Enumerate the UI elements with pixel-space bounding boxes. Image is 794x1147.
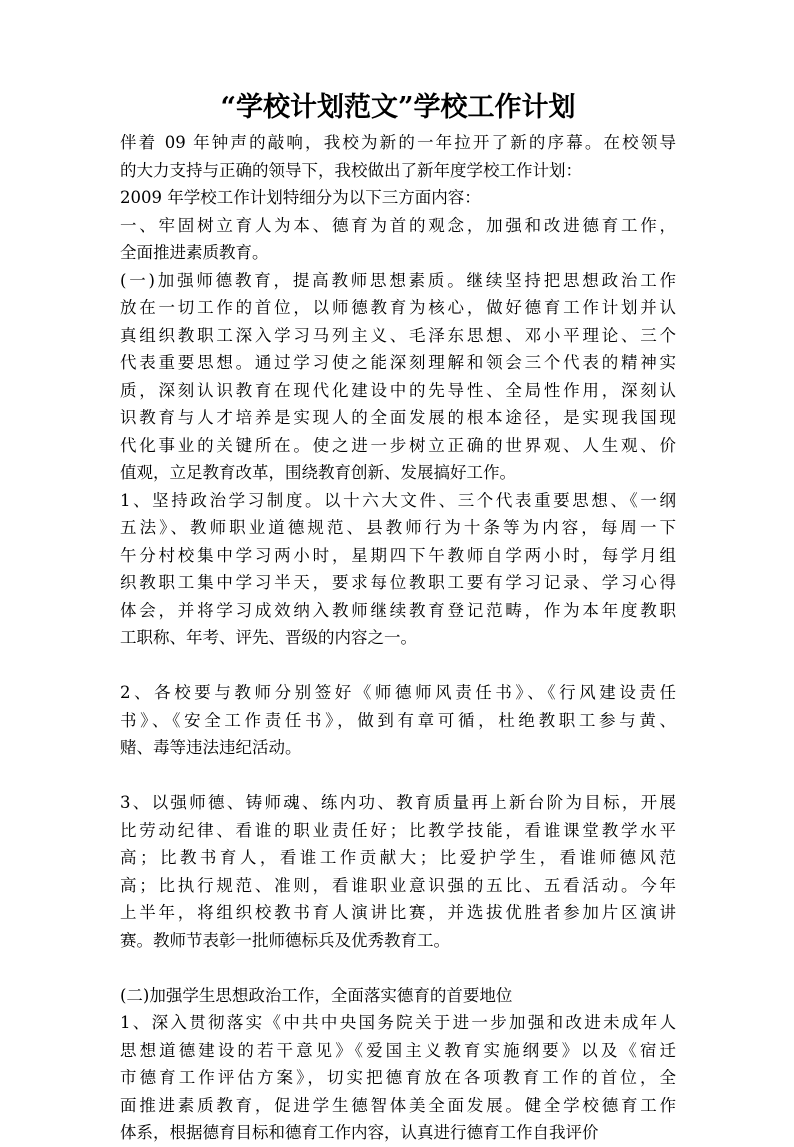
blank-line: [120, 762, 676, 790]
blank-line: [120, 954, 676, 982]
paragraph-line: 代表重要思想。通过学习使之能深刻理解和领会三个代表的精神实: [120, 353, 676, 372]
document-title: “学校计划范文”学校工作计划: [220, 92, 576, 123]
paragraph-line: 午分村校集中学习两小时，星期四下午教师自学两小时，每学月组: [120, 545, 676, 565]
paragraph-line: 识教育与人才培养是实现人的全面发展的根本途径，是实现我国现: [120, 408, 676, 427]
paragraph-line: 全面推进素质教育。: [120, 243, 269, 262]
paragraph-line: 2、各校要与教师分别签好《师德师风责任书》、《行风建设责任: [120, 683, 676, 702]
paragraph-line: (一)加强师德教育，提高教师思想素质。继续坚持把思想政治工作: [120, 270, 676, 290]
paragraph-line: 高；比教书育人，看谁工作贡献大；比爱护学生，看谁师德风范: [120, 848, 676, 867]
paragraph-line: (二)加强学生思想政治工作，全面落实德育的首要地位: [120, 985, 513, 1005]
paragraph-line: 1、深入贯彻落实《中共中央国务院关于进一步加强和改进未成年人: [120, 1013, 676, 1032]
paragraph-line: 上半年，将组织校教书育人演讲比赛，并选拔优胜者参加片区演讲: [120, 903, 676, 922]
paragraph-line: 市德育工作评估方案》，切实把德育放在各项教育工作的首位，全: [120, 1068, 676, 1087]
document-body: [120, 129, 676, 1147]
paragraph-line: 值观，立足教育改革，围绕教育创新、发展搞好工作。: [120, 463, 516, 482]
paragraph-line: 放在一切工作的首位，以师德教育为核心，做好德育工作计划并认: [120, 298, 676, 317]
paragraph-line: 书》、《安全工作责任书》，做到有章可循，杜绝教职工参与黄、: [120, 710, 676, 730]
blank-line: [120, 652, 676, 680]
paragraph-line: 代化事业的关键所在。使之进一步树立正确的世界观、人生观、价: [120, 435, 676, 455]
paragraph-line: 质，深刻认识教育在现代化建设中的先导性、全局性作用，深刻认: [120, 380, 676, 400]
paragraph-line: 赛。教师节表彰一批师德标兵及优秀教育工。: [120, 930, 450, 950]
paragraph-line: 真组织教职工深入学习马列主义、毛泽东思想、邓小平理论、三个: [120, 325, 676, 345]
paragraph-line: 体会，并将学习成效纳入教师继续教育登记范畴，作为本年度教职: [120, 600, 676, 620]
paragraph-line: 体系，根据德育目标和德育工作内容，认真进行德育工作自我评价: [120, 1123, 599, 1142]
paragraph-line: 比劳动纪律、看谁的职业责任好；比教学技能，看谁课堂教学水平: [120, 820, 676, 840]
paragraph-line: 织教职工集中学习半天，要求每位教职工要有学习记录、学习心得: [120, 573, 676, 592]
paragraph-line: 的大力支持与正确的领导下，我校做出了新年度学校工作计划：: [120, 160, 582, 180]
paragraph-line: 面推进素质教育，促进学生德智体美全面发展。健全学校德育工作: [120, 1095, 676, 1115]
paragraph-line: 思想道德建设的若干意见》《爱国主义教育实施纲要》以及《宿迁: [120, 1040, 676, 1060]
paragraph-line: 五法》、教师职业道德规范、县教师行为十条等为内容，每周一下: [120, 518, 676, 537]
paragraph-line: 赌、毒等违法违纪活动。: [120, 738, 302, 757]
paragraph-line: 高；比执行规范、准则，看谁职业意识强的五比、五看活动。今年: [120, 875, 676, 895]
paragraph-line: 1、坚持政治学习制度。以十六大文件、三个代表重要思想、《一纲: [120, 490, 676, 510]
paragraph-line: 伴着 09 年钟声的敲响，我校为新的一年拉开了新的序幕。在校领导: [120, 133, 676, 152]
paragraph-line: 2009 年学校工作计划特细分为以下三方面内容：: [120, 188, 481, 207]
paragraph-line: 3、以强师德、铸师魂、练内功、教育质量再上新台阶为目标，开展: [120, 793, 676, 812]
paragraph-line: 工职称、年考、评先、晋级的内容之一。: [120, 628, 417, 647]
paragraph-line: 一、牢固树立育人为本、德育为首的观念，加强和改进德育工作，: [120, 215, 676, 235]
